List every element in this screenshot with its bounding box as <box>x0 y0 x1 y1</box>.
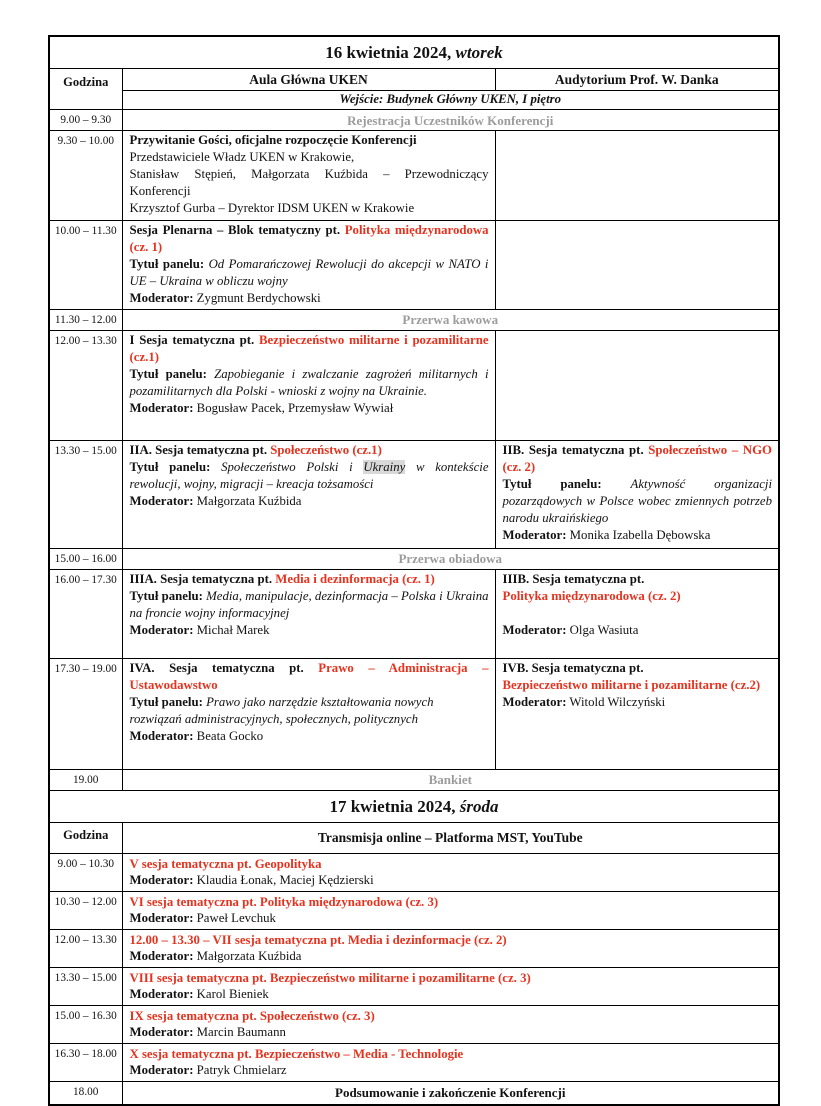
time-cell: 11.30 – 12.00 <box>49 309 122 330</box>
session-cell-4a <box>122 658 495 769</box>
session-cell-vi <box>122 891 779 929</box>
time-cell: 12.00 – 13.30 <box>49 929 122 967</box>
panel-title: Tytuł panelu: Od Pomarańczowej Rewolucji do akcepcji w NATO i UE – Ukraina w obliczu wojny <box>129 257 489 289</box>
session-cell-3a <box>122 569 495 658</box>
day2-weekday: środa <box>459 796 499 816</box>
time-cell: 10.00 – 11.30 <box>49 221 122 309</box>
time-cell: 12.00 – 13.30 <box>49 330 122 440</box>
session-cell-3b <box>495 569 779 658</box>
session-cell-welcome <box>122 131 495 221</box>
session-cell-viii <box>122 967 779 1005</box>
day2-session-row <box>49 1005 779 1043</box>
moderator-line: Moderator: Witold Wilczyński <box>502 694 666 709</box>
session-title: IIIB. Sesja tematyczna pt. <box>502 571 645 586</box>
panel-title: Tytuł panelu: Zapobieganie i zwalczanie zagrożeń militarnych i pozamilitarnych dla Polski - wnioski z wojny na Ukrainie. <box>129 366 489 398</box>
session-cell-vii <box>122 929 779 967</box>
session2-row <box>49 440 779 548</box>
lunch-break-row <box>49 548 779 569</box>
day1-title <box>49 36 779 69</box>
day1-right-column-header: Audytorium Prof. W. Danka <box>495 69 779 91</box>
panel-title: Tytuł panelu: Prawo jako narzędzie kształtowania nowych rozwiązań administracyjnych, społecznych, politycznych <box>129 694 434 726</box>
session-title: X sesja tematyczna pt. Bezpieczeństwo – Media - Technologie <box>129 1046 464 1061</box>
highlighted-word: Ukrainy <box>363 459 406 474</box>
day1-header-row <box>49 69 779 91</box>
time-cell: 16.30 – 18.00 <box>49 1043 122 1081</box>
day1-weekday: wtorek <box>455 42 503 62</box>
day2-online-header: Transmisja online – Platforma MST, YouTube <box>122 822 779 853</box>
closing-row <box>49 1081 779 1105</box>
session3-row <box>49 569 779 658</box>
moderator-line: Moderator: Michał Marek <box>129 622 270 637</box>
moderator-line: Moderator: Małgorzata Kuźbida <box>129 949 302 964</box>
welcome-line: Stanisław Stępień, Małgorzata Kuźbida – Przewodniczący Konferencji <box>129 167 489 199</box>
moderator-line: Moderator: Marcin Baumann <box>129 1025 286 1040</box>
day2-header-row <box>49 822 779 853</box>
time-cell: 15.00 – 16.30 <box>49 1005 122 1043</box>
session-topic: Bezpieczeństwo militarne i pozamilitarne (cz.2) <box>502 677 761 692</box>
moderator-line: Moderator: Klaudia Łonak, Maciej Kędzierski <box>129 873 374 888</box>
closing-label: Podsumowanie i zakończenie Konferencji <box>122 1081 779 1105</box>
session-topic: Polityka międzynarodowa (cz. 2) <box>502 588 681 603</box>
time-cell: 9.00 – 9.30 <box>49 110 122 131</box>
day2-session-row <box>49 1043 779 1081</box>
banquet-row <box>49 769 779 790</box>
time-cell: 18.00 <box>49 1081 122 1105</box>
moderator-line: Moderator: Bogusław Pacek, Przemysław Wywiał <box>129 400 394 415</box>
session1-row <box>49 330 779 440</box>
welcome-line: Krzysztof Gurba – Dyrektor IDSM UKEN w Krakowie <box>129 201 415 216</box>
plenary-row <box>49 221 779 309</box>
moderator-line: Moderator: Paweł Levchuk <box>129 911 276 926</box>
moderator-line: Moderator: Karol Bieniek <box>129 987 269 1002</box>
session4-row <box>49 658 779 769</box>
registration-label: Rejestracja Uczestników Konferencji <box>122 110 779 131</box>
session-cell-1 <box>122 330 495 440</box>
session-cell-empty <box>495 221 779 309</box>
time-cell: 13.30 – 15.00 <box>49 967 122 1005</box>
session-title: I Sesja tematyczna pt. Bezpieczeństwo militarne i pozamilitarne (cz.1) <box>129 332 489 364</box>
session-title: IIB. Sesja tematyczna pt. Społeczeństwo – NGO (cz. 2) <box>502 442 772 474</box>
session-cell-ix <box>122 1005 779 1043</box>
session-title: VI sesja tematyczna pt. Polityka międzynarodowa (cz. 3) <box>129 894 439 909</box>
welcome-row <box>49 131 779 221</box>
day2-session-row <box>49 891 779 929</box>
coffee-break-row <box>49 309 779 330</box>
day1-time-header: Godzina <box>49 69 122 110</box>
entrance-row <box>49 91 779 110</box>
coffee-break-label: Przerwa kawowa <box>122 309 779 330</box>
day2-session-row <box>49 853 779 891</box>
moderator-line: Moderator: Beata Gocko <box>129 728 264 743</box>
session-title: IVB. Sesja tematyczna pt. <box>502 660 644 675</box>
welcome-line: Przedstawiciele Władz UKEN w Krakowie, <box>129 150 355 165</box>
lunch-break-label: Przerwa obiadowa <box>122 548 779 569</box>
day1-title-row <box>49 36 779 69</box>
day1-date: 16 kwietnia 2024, <box>325 42 456 62</box>
time-cell: 9.30 – 10.00 <box>49 131 122 221</box>
time-cell: 19.00 <box>49 769 122 790</box>
session-title: V sesja tematyczna pt. Geopolityka <box>129 856 322 871</box>
session-title: IIA. Sesja tematyczna pt. Społeczeństwo (cz.1) <box>129 442 382 457</box>
session-title: VIII sesja tematyczna pt. Bezpieczeństwo militarne i pozamilitarne (cz. 3) <box>129 970 531 985</box>
day1-left-column-header: Aula Główna UKEN <box>122 69 495 91</box>
welcome-title: Przywitanie Gości, oficjalne rozpoczęcie Konferencji <box>129 133 417 148</box>
banquet-label: Bankiet <box>122 769 779 790</box>
session-cell-2a <box>122 440 495 548</box>
moderator-line: Moderator: Zygmunt Berdychowski <box>129 291 321 306</box>
session-title: IIIA. Sesja tematyczna pt. Media i dezinformacja (cz. 1) <box>129 571 435 586</box>
panel-title: Tytuł panelu: Media, manipulacje, dezinformacja – Polska i Ukraina na froncie wojny informacyjnej <box>129 588 489 620</box>
session-cell-empty <box>495 330 779 440</box>
session-title: IVA. Sesja tematyczna pt. Prawo – Administracja – Ustawodawstwo <box>129 660 489 692</box>
conference-schedule-table <box>48 35 780 1106</box>
registration-row <box>49 110 779 131</box>
session-cell-v <box>122 853 779 891</box>
day2-title-row <box>49 790 779 822</box>
day2-time-header: Godzina <box>49 822 122 853</box>
day2-date: 17 kwietnia 2024, <box>329 796 460 816</box>
session-title: Sesja Plenarna – Blok tematyczny pt. Polityka międzynarodowa (cz. 1) <box>129 223 489 255</box>
panel-title: Tytuł panelu: Aktywność organizacji pozarządowych w Polsce wobec zmiennych potrzeb narodu ukraińskiego <box>502 476 773 525</box>
time-cell: 13.30 – 15.00 <box>49 440 122 548</box>
session-cell-4b <box>495 658 779 769</box>
moderator-line: Moderator: Olga Wasiuta <box>502 622 639 637</box>
session-title: IX sesja tematyczna pt. Społeczeństwo (cz. 3) <box>129 1008 375 1023</box>
moderator-line: Moderator: Patryk Chmielarz <box>129 1063 287 1078</box>
moderator-line: Moderator: Małgorzata Kuźbida <box>129 493 302 508</box>
time-cell: 16.00 – 17.30 <box>49 569 122 658</box>
day2-title <box>49 790 779 822</box>
entrance-note: Wejście: Budynek Główny UKEN, I piętro <box>122 91 779 110</box>
time-cell: 9.00 – 10.30 <box>49 853 122 891</box>
time-cell: 17.30 – 19.00 <box>49 658 122 769</box>
session-cell-x <box>122 1043 779 1081</box>
session-cell-2b <box>495 440 779 548</box>
day2-session-row <box>49 967 779 1005</box>
session-title: 12.00 – 13.30 – VII sesja tematyczna pt. Media i dezinformacje (cz. 2) <box>129 932 507 947</box>
session-cell-plenary <box>122 221 495 309</box>
day2-session-row <box>49 929 779 967</box>
session-cell-empty <box>495 131 779 221</box>
time-cell: 10.30 – 12.00 <box>49 891 122 929</box>
time-cell: 15.00 – 16.00 <box>49 548 122 569</box>
panel-title: Tytuł panelu: Społeczeństwo Polski i Ukrainy w kontekście rewolucji, wojny, migracji – kreacja tożsamości <box>129 459 489 491</box>
moderator-line: Moderator: Monika Izabella Dębowska <box>502 528 711 543</box>
